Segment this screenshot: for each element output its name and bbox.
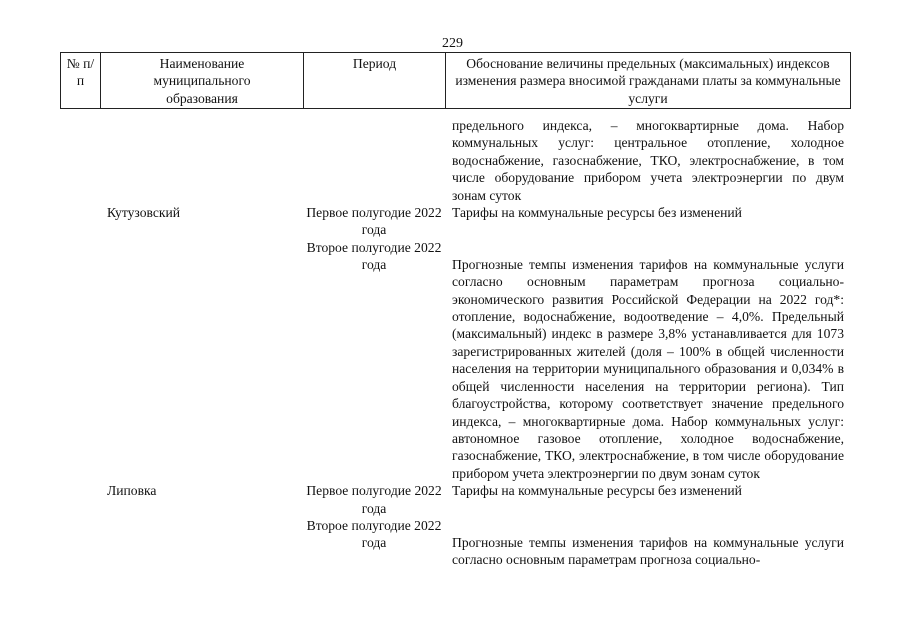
column-header-number: № п/п bbox=[61, 53, 101, 109]
column-header-period: Период bbox=[304, 53, 446, 109]
table-row bbox=[60, 517, 850, 569]
table-header bbox=[60, 52, 851, 109]
period-cell: Первое полугодие 2022 года bbox=[306, 483, 442, 516]
basis-cell: Прогнозные темпы изменения тарифов на коммунальные услуги согласно основным параметрам прогноза социально- bbox=[452, 534, 844, 568]
period-cell: Второе полугодие 2022 года bbox=[306, 517, 442, 551]
municipality-name: Липовка bbox=[107, 483, 157, 499]
municipality-name: Кутузовский bbox=[107, 205, 181, 221]
basis-cell: Тарифы на коммунальные ресурсы без изменений bbox=[452, 483, 742, 499]
table-row bbox=[60, 204, 850, 239]
period-cell: Второе полугодие 2022 года bbox=[306, 239, 442, 273]
basis-cell: Прогнозные темпы изменения тарифов на коммунальные услуги согласно основным параметрам прогноза социально-экономического развития Российской Федерации на 2022 год*: отопление, водоснабжение, водоотведение – 4,0%. Предельный (максимальный) индекс в размере 3,8% устанавливается для 1073 зарегистрированных жителей (доля – 100% в общей численности населения на территории муниципального образования и 0,034% в общей численности населения на территории региона). Тип благоустройства, которому соответствует значение предельного индекса, – многоквартирные дома. Набор коммунальных услуг: автономное газовое отопление, холодное водоснабжение, газоснабжение, ТКО, электроснабжение, в том числе оборудование прибором учета электроэнергии по двум зонам суток bbox=[452, 256, 844, 481]
basis-cell: Тарифы на коммунальные ресурсы без изменений bbox=[452, 205, 742, 221]
column-header-municipality: Наименование муниципального образования bbox=[101, 53, 304, 109]
period-cell: Первое полугодие 2022 года bbox=[306, 205, 442, 238]
basis-cell: предельного индекса, – многоквартирные дома. Набор коммунальных услуг: центральное отопление, холодное водоснабжение, газоснабжение, ТКО, электроснабжение, в том числе оборудование прибором учета электроэнергии по двум зонам суток bbox=[452, 118, 844, 203]
table-row bbox=[60, 239, 850, 482]
table-body bbox=[60, 117, 850, 569]
page-number: 229 bbox=[442, 36, 463, 51]
column-header-basis: Обоснование величины предельных (максимальных) индексов изменения размера вносимой гражданами платы за коммунальные услуги bbox=[446, 53, 851, 109]
table-row bbox=[60, 482, 850, 517]
table-row bbox=[60, 117, 850, 204]
